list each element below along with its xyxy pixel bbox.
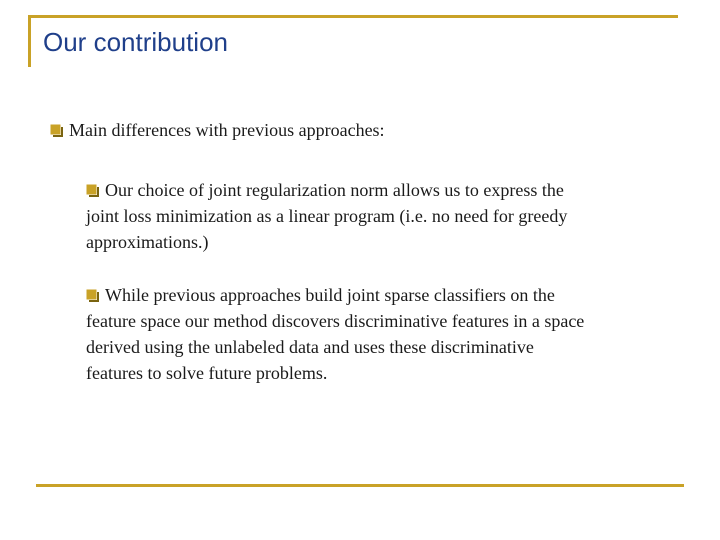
left-rule [28,15,31,67]
sub-bullet-2-line-1: While previous approaches build joint sparse classifiers on the [86,282,646,308]
bottom-rule [36,484,684,487]
sub-bullet-2 [86,282,646,386]
bullet-icon [86,184,99,197]
top-rule [28,15,678,18]
main-bullet [50,120,385,141]
main-bullet-text: Main differences with previous approaches: [69,120,385,140]
sub-bullet-1-line-1: Our choice of joint regularization norm allows us to express the [86,177,646,203]
bullet-icon [50,124,63,137]
sub-bullet-2-line-4: features to solve future problems. [86,363,328,383]
sub-bullet-2-line-2: feature space our method discovers discriminative features in a space [86,311,585,331]
bullet-icon [86,289,99,302]
sub-bullet-1-line-2: joint loss minimization as a linear program (i.e. no need for greedy [86,206,568,226]
sub-bullet-1-line-3: approximations.) [86,232,209,252]
sub-bullet-1 [86,177,646,255]
sub-bullet-2-line-3: derived using the unlabeled data and uses these discriminative [86,337,534,357]
slide-title: Our contribution [43,27,228,57]
